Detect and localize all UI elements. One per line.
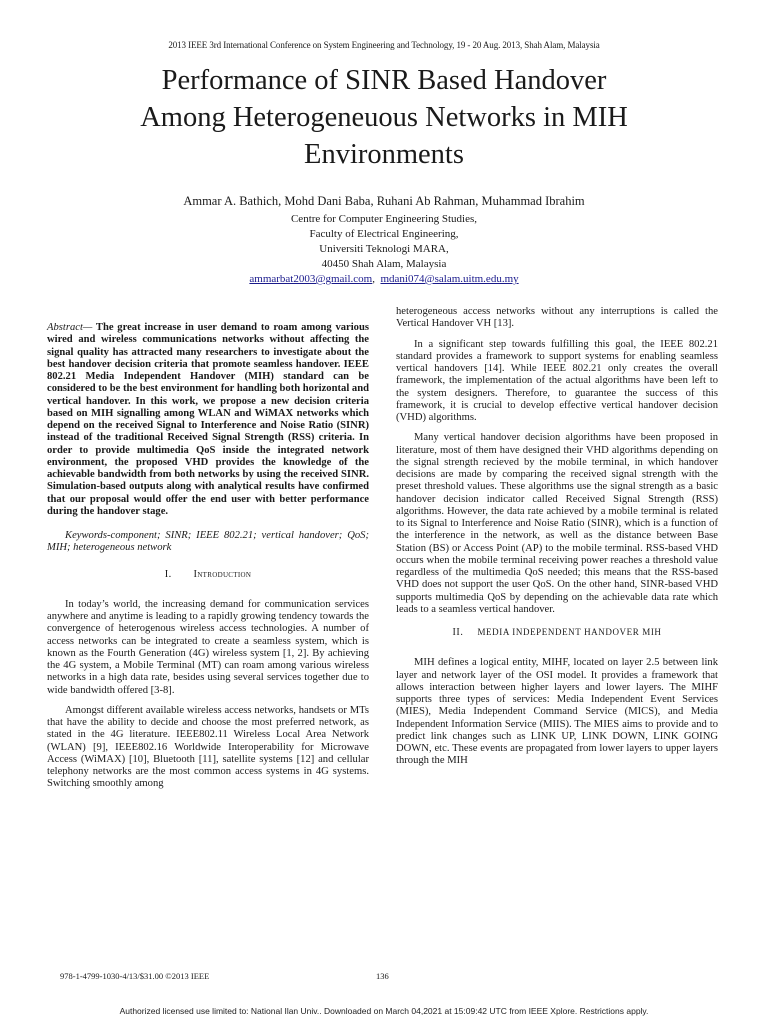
section-title: Introduction: [193, 568, 252, 580]
email-link-1[interactable]: ammarbat2003@gmail.com: [249, 273, 373, 285]
isbn-footer: 978-1-4799-1030-4/13/$31.00 ©2013 IEEE: [60, 971, 210, 981]
section-title: MEDIA INDEPENDENT HANDOVER MIH: [477, 627, 662, 637]
intro-paragraph-1: In today’s world, the increasing demand for communication services anywhere and anytime is leading to a rapidly growing tendency towards the convergence of heterogenous wireless access technologies. A number of access networks can be integrated to create a seamless system, which is known as the Fourth Generation (4G) wireless system [1, 2]. By achieving the 4G system, a Mobile Terminal (MT) can roam among various wireless networks in a high data rate, besides using several services together due to wide bandwidth offered [3-8].: [47, 598, 369, 696]
intro-paragraph-2: Amongst different available wireless access networks, handsets or MTs that have the ability to decide and choose the most preferred network, as stated in the 4G literature. IEEE802.11 Wireless Local Area Network (WLAN) [9], IEEE802.16 Worldwide Interoperability for Microwave Access (WiMAX) [10], Bluetooth [11], satellite systems [12] and cellular telephony networks are the most common access systems in 4G systems. Switching smoothly among: [47, 704, 369, 790]
affiliation-line: Universiti Teknologi MARA,: [319, 243, 449, 255]
affiliation: [0, 212, 768, 287]
title-line-2: Among Heterogeneuous Networks in MIH: [140, 102, 628, 133]
keywords: Keywords-component; SINR; IEEE 802.21; vertical handover; QoS; MIH; heterogeneous network: [47, 530, 369, 554]
abstract-label: Abstract—: [47, 322, 93, 333]
paper-title: [60, 62, 708, 173]
section-number: II.: [452, 627, 464, 638]
affiliation-line: Centre for Computer Engineering Studies,: [290, 213, 478, 225]
abstract: [47, 322, 369, 518]
page-number: 136: [376, 971, 389, 981]
abstract-text: The great increase in user demand to roam among various wired and wireless communications networks without affecting the signal quality has attracted many researchers to investigate about the best handover decision criteria that promote seamless handover. IEEE 802.21 Media Independent Handover (MIH) standard can be considered to be the best environment for handling both horizontal and vertical handover. In this work, we propose a new decision criteria based on MIH signalling among WLAN and WiMAX networks which depend on the received Signal to Interference and Noise Ratio (SINR) instead of the traditional Received Signal Strength (RSS) criteria. In order to provide multimedia QoS inside the integrated network environment, the proposed VHD provides the knowledge of the achievable bandwidth from both networks by using the received SINR. Simulation-based outputs along with analytical results have confirmed that our proposal would offer the end user with better performance during the handover stage.: [47, 322, 369, 517]
right-column: [396, 306, 718, 776]
email-separator: ,: [372, 273, 375, 285]
title-line-3: Environments: [304, 139, 464, 170]
section-number: I.: [164, 568, 172, 580]
email-link-2[interactable]: mdani074@salam.uitm.edu.my: [380, 273, 519, 285]
section-heading-mih: [396, 626, 718, 639]
license-notice: Authorized licensed use limited to: National Ilan Univ.. Downloaded on March 04,2021 at 15:09:42 UTC from IEEE Xplore. Restrictions apply.: [119, 1006, 649, 1016]
right-paragraph-2: In a significant step towards fulfilling this goal, the IEEE 802.21 standard provides a framework to support systems for enabling seamless vertical handovers [14]. While IEEE 802.21 only creates the overall framework, the implementation of the actual algorithms have been left to the system designers. Therefore, to guarantee the success of this framework, it is crucial to develop effective vertical handover decision (VHD) algorithms.: [396, 338, 718, 423]
author-list: Ammar A. Bathich, Mohd Dani Baba, Ruhani Ab Rahman, Muhammad Ibrahim: [183, 194, 585, 208]
left-column: [47, 322, 369, 799]
mih-paragraph-1: MIH defines a logical entity, MIHF, located on layer 2.5 between link layer and network layer of the OSI model. It provides a framework that allows interaction between higher layers and lower layers. The MIHF supports three types of services: Media Independent Event Services (MIES), Media Independent Command Service (MICS), and Media Independent Information Service (MIIS). The MIES aims to provide and to predict link changes such as LINK UP, LINK DOWN, LINK GOING DOWN, etc. These events are propagated from lower layers to upper layers through the MIH: [396, 657, 718, 767]
affiliation-line: Faculty of Electrical Engineering,: [309, 228, 459, 240]
section-heading-introduction: [47, 569, 369, 581]
email-line: [0, 272, 768, 287]
right-paragraph-3: Many vertical handover decision algorithms have been proposed in literature, most of them have designed their VHD algorithms depending on the signal strength recieved by the mobile terminal, in which handover decisions are made by comparing the received signal strength with the preset threshold values. These algorithms use the signal strength as a basic handover decision indicator called Received Signal Strength (RSS) algorithms. However, the data rate achieved by a mobile terminal is related to its Signal to Interference and Noise Ratio (SINR), which is a function of the interference in the network, as well as the distance between Base Station (BS) or Access Point (AP) to the mobile terminal. RSS-based VHD occurs when the mobile terminal receiving power reaches a threshold value regardless of the multimedia QoS needed; this means that the RSS-based VHD does not support the user QoS. On the other hand, SINR-based VHD supports multimedia QoS by depending on the achievable data rate which leads to a seamless vertical handover.: [396, 432, 718, 615]
conference-header: 2013 IEEE 3rd International Conference on System Engineering and Technology, 19 - 20 Aug. 2013, Shah Alam, Malaysia: [168, 40, 600, 50]
title-line-1: Performance of SINR Based Handover: [161, 65, 607, 96]
affiliation-line: 40450 Shah Alam, Malaysia: [321, 258, 447, 270]
right-paragraph-1: heterogeneous access networks without any interruptions is called the Vertical Handover VH [13].: [396, 306, 718, 330]
